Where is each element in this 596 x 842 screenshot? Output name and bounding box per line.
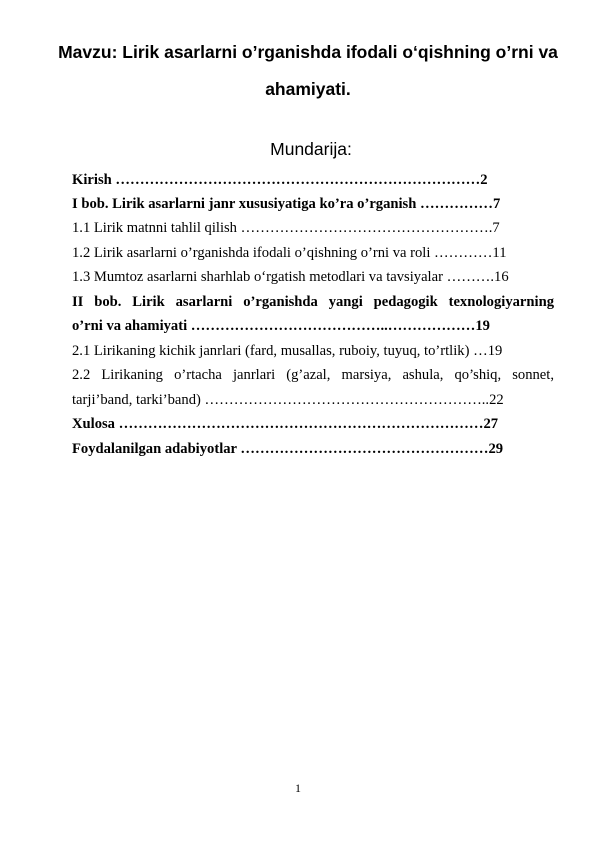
toc-entry-1-1: 1.1 Lirik matnni tahlil qilish …………………………………………….7	[72, 220, 500, 236]
toc-heading: Mundarija:	[270, 139, 352, 159]
toc-entry-1-3: 1.3 Mumtoz asarlarni sharhlab o‘rgatish metodlari va tavsiyalar ……….16	[72, 269, 509, 285]
toc-entry-chapter-2-line-1: II bob. Lirik asarlarni o’rganishda yangi pedagogik texnologiyarning	[72, 294, 554, 310]
toc-entry-chapter-2-line-2: o’rni va ahamiyati …………………………………..………………19	[72, 318, 490, 334]
toc-entry-chapter-1: I bob. Lirik asarlarni janr xususiyatiga ko’ra o’rganish ……………7	[72, 196, 501, 212]
toc-entry-1-2: 1.2 Lirik asarlarni o’rganishda ifodali o’qishning o’rni va roli …………11	[72, 245, 507, 261]
toc-entry-2-2-line-2: tarji’band, tarki’band) …………………………………………………..22	[72, 392, 504, 408]
toc-entry-references: Foydalanilgan adabiyotlar ……………………………………………29	[72, 441, 504, 457]
toc-entry-kirish: Kirish …………………………………………………………………2	[72, 172, 488, 188]
document-title-line-1: Mavzu: Lirik asarlarni o’rganishda ifodali o‘qishning o’rni va	[58, 42, 558, 62]
toc-entry-2-2-line-1: 2.2 Lirikaning o’rtacha janrlari (g’azal, marsiya, ashula, qo’shiq, sonnet,	[72, 367, 554, 383]
toc-entry-2-1: 2.1 Lirikaning kichik janrlari (fard, musallas, ruboiy, tuyuq, to’rtlik) …19	[72, 343, 503, 359]
document-title-line-2: ahamiyati.	[265, 79, 351, 99]
page-number: 1	[295, 781, 301, 795]
toc-entry-xulosa: Xulosa …………………………………………………………………27	[72, 416, 499, 432]
